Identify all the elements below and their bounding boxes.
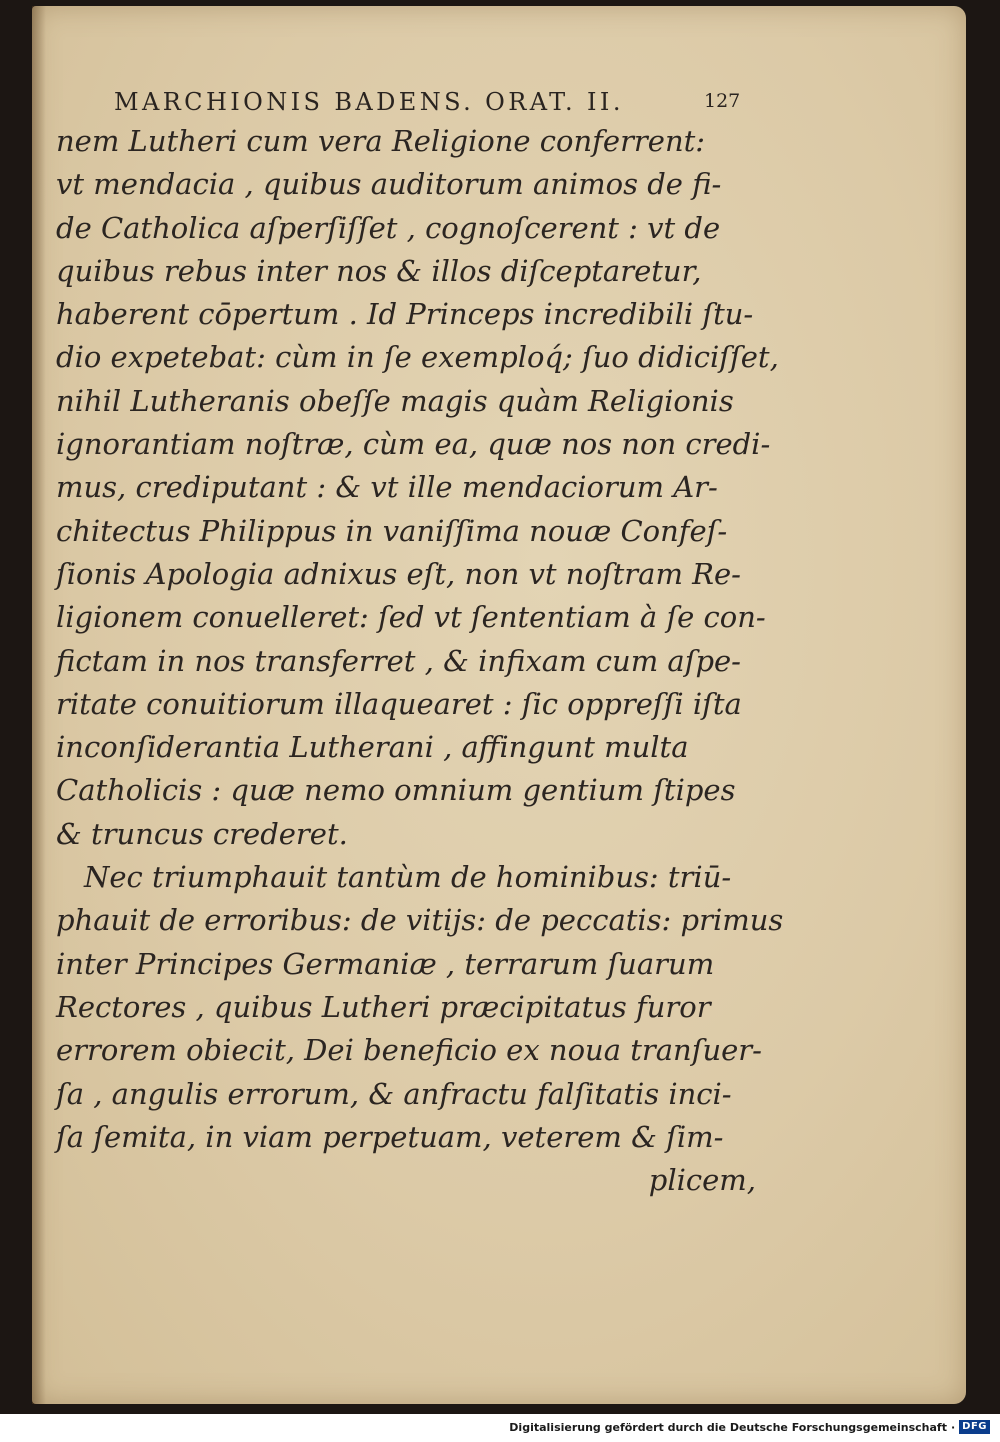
credit-text: Digitalisierung gefördert durch die Deutsche Forschungsgemeinschaft [509, 1420, 947, 1434]
dfg-logo: DFG [959, 1420, 990, 1434]
text-line: Rectores , quibus Lutheri præcipitatus furor [56, 989, 711, 1024]
credit-separator: · [950, 1420, 956, 1434]
text-line: ſa , angulis errorum, & anfractu falſitatis inci- [56, 1076, 732, 1111]
page-header [80, 88, 780, 122]
text-line: nem Lutheri cum vera Religione conferrent: [56, 124, 706, 158]
text-line: haberent cōpertum . Id Princeps incredibili ſtu- [56, 297, 754, 332]
text-line: nihil Lutheranis obeſſe magis quàm Religionis [56, 383, 734, 418]
text-line: inter Principes Germaniæ , terrarum ſuarum [56, 946, 715, 981]
page-number: 127 [704, 90, 741, 112]
text-line: ſionis Apologia adnixus eſt, non vt noſtram Re- [56, 556, 741, 591]
text-line: ſa ſemita, in viam perpetuam, veterem & ſim- [56, 1119, 724, 1154]
paragraph-first-line: Nec triumphauit tantùm de hominibus: triū- [84, 860, 732, 895]
text-line: chitectus Philippus in vaniſſima nouæ Confeſ- [56, 513, 728, 548]
text-line: & truncus crederet. [56, 816, 348, 851]
text-line: quibus rebus inter nos & illos diſceptaretur, [56, 253, 702, 288]
text-line: de Catholica aſperſiſſet , cognoſcerent : vt de [56, 210, 721, 245]
digitization-credit [509, 1417, 990, 1437]
text-line: vt mendacia , quibus auditorum animos de fi- [56, 167, 722, 202]
text-line: ligionem conuelleret: ſed vt ſententiam à ſe con- [56, 600, 766, 635]
text-line: ritate conuitiorum illaquearet : ſic oppreſſi iſta [56, 686, 742, 721]
body-text [56, 120, 784, 1202]
text-line: Catholicis : quæ nemo omnium gentium ſtipes [56, 773, 736, 808]
text-line: phauit de erroribus: de vitijs: de peccatis: primus [56, 903, 784, 938]
text-line: fictam in nos transferret , & infixam cum aſpe- [56, 643, 741, 678]
text-line: mus, crediputant : & vt ille mendaciorum Ar- [56, 470, 718, 505]
catchword: plicem, [648, 1163, 756, 1198]
page-gutter-shadow [32, 6, 46, 1404]
text-line: ignorantiam noſtræ, cùm ea, quæ nos non credi- [56, 427, 771, 462]
text-line: dio expetebat: cùm in ſe exemploq́; ſuo didiciſſet, [56, 340, 779, 375]
text-line: inconſiderantia Lutherani , affingunt multa [56, 730, 689, 765]
running-head: MARCHIONIS BADENS. ORAT. II. [114, 88, 624, 116]
text-line: errorem obiecit, Dei beneficio ex noua tranſuer- [56, 1033, 762, 1068]
